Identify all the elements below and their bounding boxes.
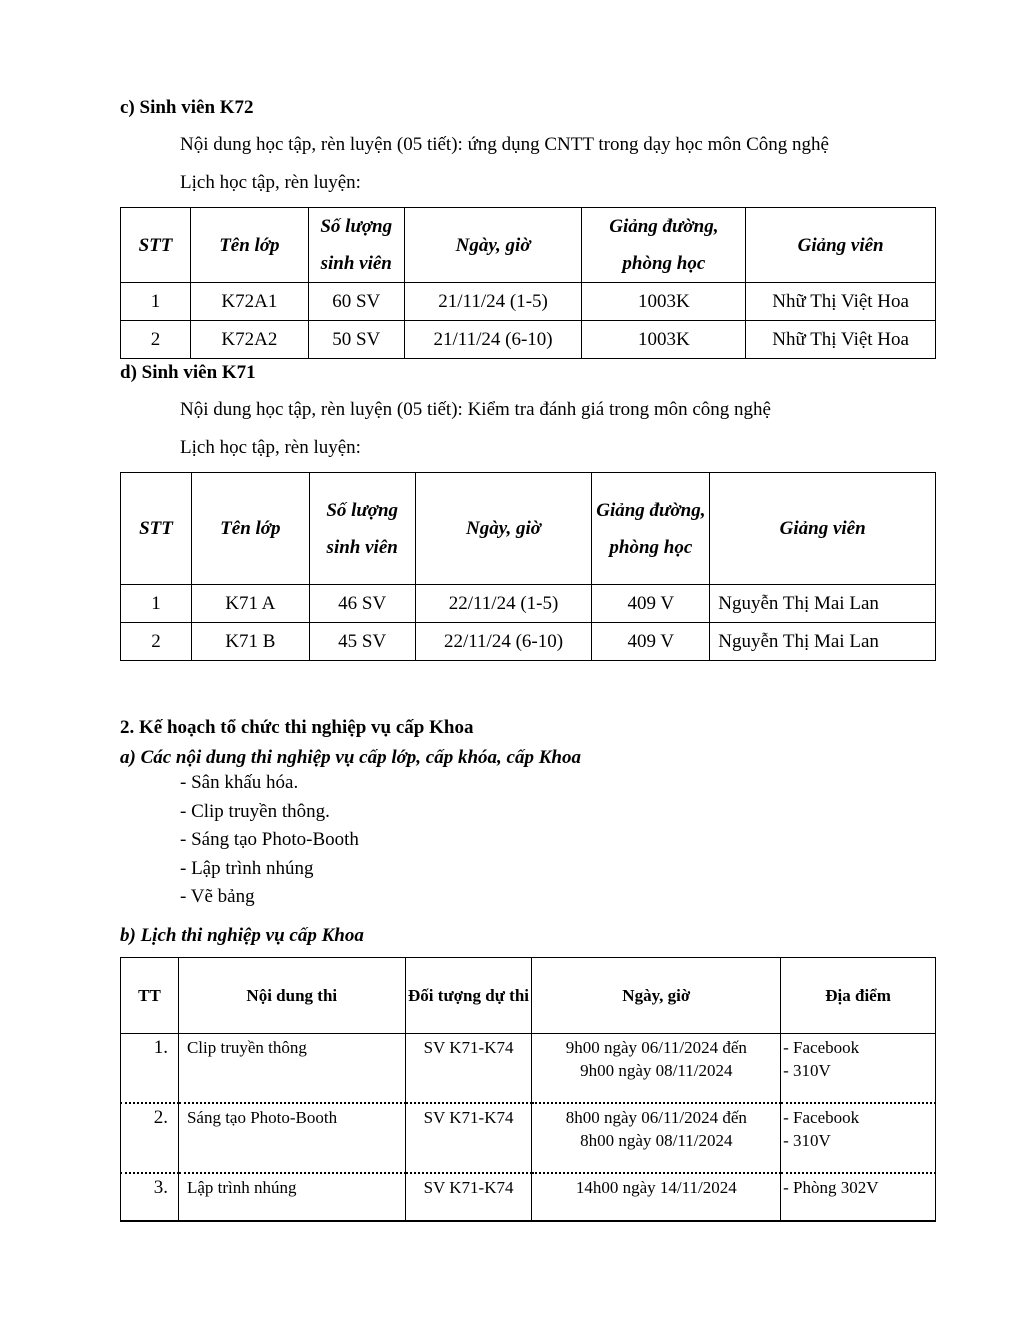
cell-room: 409 V (592, 623, 710, 661)
table-header-row (121, 958, 936, 1034)
cell-lecturer: Nhữ Thị Việt Hoa (746, 321, 936, 359)
cell-location (781, 1034, 936, 1104)
cell-date-time (532, 1034, 781, 1104)
header-student-count: Số lượng sinh viên (308, 208, 404, 283)
location-line: - Facebook (783, 1108, 860, 1127)
table-row (121, 1173, 936, 1221)
cell-lecturer: Nguyễn Thị Mai Lan (710, 585, 936, 623)
header-room: Giảng đường, phòng học (582, 208, 746, 283)
cell-class-name: K72A2 (190, 321, 308, 359)
cell-location (781, 1103, 936, 1173)
cell-tt: 1. (121, 1034, 179, 1104)
header-stt: STT (121, 473, 192, 585)
cell-participants: SV K71-K74 (405, 1173, 532, 1221)
cell-date-time (532, 1173, 781, 1221)
location-line: - 310V (783, 1131, 831, 1150)
location-line: - Facebook (783, 1038, 860, 1057)
cell-class-name: K72A1 (190, 283, 308, 321)
cell-room: 1003K (582, 321, 746, 359)
table-row (121, 1103, 936, 1173)
time-line: 9h00 ngày 06/11/2024 đến (565, 1038, 747, 1057)
cell-date-time: 21/11/24 (1-5) (404, 283, 582, 321)
cell-stt: 1 (121, 585, 192, 623)
cell-lecturer: Nhữ Thị Việt Hoa (746, 283, 936, 321)
cell-exam-content: Lập trình nhúng (178, 1173, 405, 1221)
list-item: - Lập trình nhúng (180, 858, 314, 879)
list-item: - Clip truyền thông. (180, 801, 330, 822)
header-class-name: Tên lớp (191, 473, 309, 585)
cell-class-name: K71 A (191, 585, 309, 623)
list-item: - Vẽ bảng (180, 886, 255, 907)
time-line: 14h00 ngày 14/11/2024 (575, 1178, 737, 1197)
cell-stt: 1 (121, 283, 191, 321)
table-row (121, 283, 936, 321)
section-c-schedule-label: Lịch học tập, rèn luyện: (180, 172, 361, 193)
k71-schedule-table (120, 472, 936, 661)
cell-participants: SV K71-K74 (405, 1103, 532, 1173)
table-row (121, 1034, 936, 1104)
section-c-content: Nội dung học tập, rèn luyện (05 tiết): ứng dụng CNTT trong dạy học môn Công nghệ (180, 134, 829, 155)
section-d-heading: d) Sinh viên K71 (120, 362, 256, 383)
cell-date-time: 22/11/24 (6-10) (415, 623, 592, 661)
header-student-count: Số lượng sinh viên (309, 473, 415, 585)
header-date-time: Ngày, giờ (415, 473, 592, 585)
header-stt: STT (121, 208, 191, 283)
section-d-content: Nội dung học tập, rèn luyện (05 tiết): Kiểm tra đánh giá trong môn công nghệ (180, 399, 771, 420)
header-exam-content: Nội dung thi (178, 958, 405, 1034)
cell-student-count: 50 SV (308, 321, 404, 359)
cell-exam-content: Clip truyền thông (178, 1034, 405, 1104)
cell-date-time: 22/11/24 (1-5) (415, 585, 592, 623)
location-line: - 310V (783, 1061, 831, 1080)
header-lecturer: Giảng viên (746, 208, 936, 283)
header-date-time: Ngày, giờ (532, 958, 781, 1034)
header-tt: TT (121, 958, 179, 1034)
section-2a-heading: a) Các nội dung thi nghiệp vụ cấp lớp, cấp khóa, cấp Khoa (120, 747, 581, 768)
cell-location (781, 1173, 936, 1221)
section-c-heading: c) Sinh viên K72 (120, 97, 254, 118)
header-lecturer: Giảng viên (710, 473, 936, 585)
table-header-row (121, 208, 936, 283)
cell-class-name: K71 B (191, 623, 309, 661)
cell-exam-content: Sáng tạo Photo-Booth (178, 1103, 405, 1173)
k72-schedule-table (120, 207, 936, 359)
cell-room: 409 V (592, 585, 710, 623)
cell-tt: 2. (121, 1103, 179, 1173)
cell-date-time: 21/11/24 (6-10) (404, 321, 582, 359)
table-row (121, 585, 936, 623)
section-2b-heading: b) Lịch thi nghiệp vụ cấp Khoa (120, 925, 364, 946)
list-item: - Sân khấu hóa. (180, 772, 299, 793)
time-line: 8h00 ngày 06/11/2024 đến (565, 1108, 747, 1127)
header-location: Địa điểm (781, 958, 936, 1034)
header-participants: Đối tượng dự thi (405, 958, 532, 1034)
exam-schedule-table (120, 957, 936, 1222)
header-class-name: Tên lớp (190, 208, 308, 283)
time-line: 9h00 ngày 08/11/2024 (580, 1061, 733, 1080)
cell-tt: 3. (121, 1173, 179, 1221)
cell-date-time (532, 1103, 781, 1173)
cell-student-count: 46 SV (309, 585, 415, 623)
cell-stt: 2 (121, 623, 192, 661)
time-line: 8h00 ngày 08/11/2024 (580, 1131, 733, 1150)
header-date-time: Ngày, giờ (404, 208, 582, 283)
cell-student-count: 60 SV (308, 283, 404, 321)
cell-participants: SV K71-K74 (405, 1034, 532, 1104)
cell-student-count: 45 SV (309, 623, 415, 661)
table-row (121, 321, 936, 359)
location-line: - Phòng 302V (783, 1178, 879, 1197)
table-header-row (121, 473, 936, 585)
section-d-schedule-label: Lịch học tập, rèn luyện: (180, 437, 361, 458)
table-row (121, 623, 936, 661)
cell-room: 1003K (582, 283, 746, 321)
cell-stt: 2 (121, 321, 191, 359)
list-item: - Sáng tạo Photo-Booth (180, 829, 359, 850)
section-2-heading: 2. Kế hoạch tổ chức thi nghiệp vụ cấp Khoa (120, 717, 474, 738)
header-room: Giảng đường, phòng học (592, 473, 710, 585)
cell-lecturer: Nguyễn Thị Mai Lan (710, 623, 936, 661)
